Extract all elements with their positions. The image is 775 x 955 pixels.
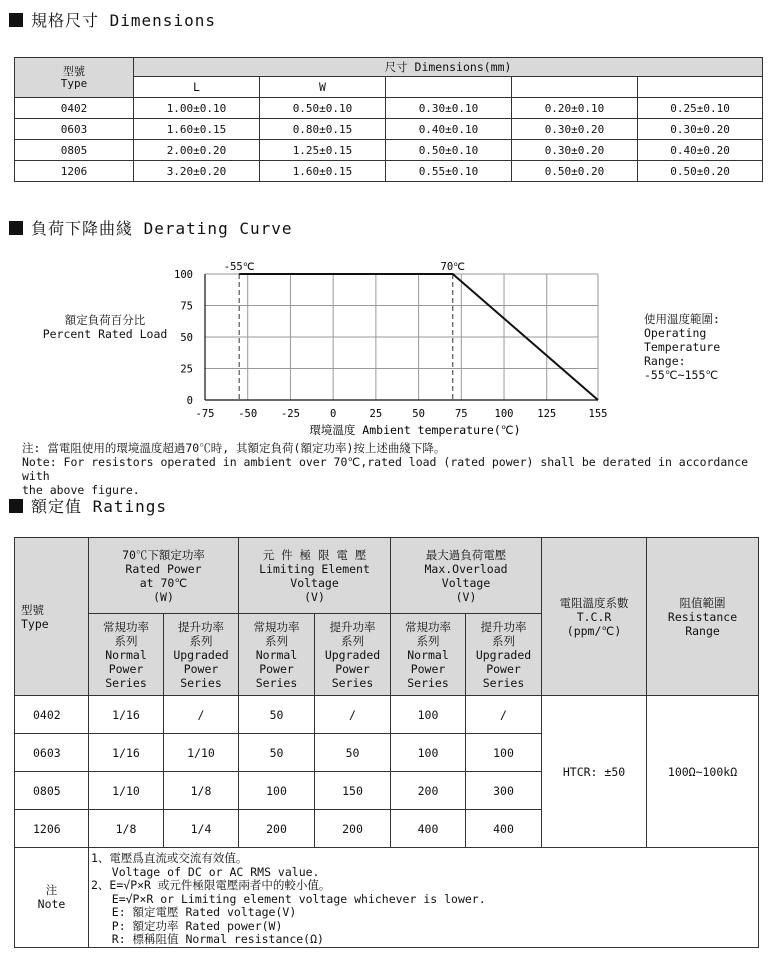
dimensions-table [14, 57, 763, 182]
table-cell: 0.55±0.10 [386, 161, 512, 182]
col-5-header [638, 77, 763, 98]
table-cell: 0.40±0.20 [638, 140, 763, 161]
table-cell: 2.00±0.20 [134, 140, 260, 161]
table-cell: 0.50±0.20 [512, 161, 638, 182]
operating-range-label: 使用溫度範圍: Operating Temperature Range: -55℃~155℃ [644, 312, 721, 382]
chart-x-label: 環境溫度 Ambient temperature(℃) [309, 423, 521, 437]
derating-curve-line [239, 274, 598, 400]
derating-note: 注: 當電阻使用的環境溫度超過70℃時, 其額定負荷(額定功率)按上述曲綫下降。 Note: For resistors operated in ambient over 70℃,rated load (rated power) shall be derated in accordance with the above figure. [22, 441, 749, 497]
resistance-range-value: 100Ω~100kΩ [647, 696, 759, 848]
x-tick-label: -25 [280, 408, 300, 420]
upgraded-series-header: 提升功率 系列 Upgraded Power Series [466, 614, 542, 696]
table-cell: 100 [466, 734, 542, 772]
normal-series-header: 常規功率 系列 Normal Power Series [391, 614, 466, 696]
x-tick-label: 25 [369, 408, 383, 420]
note-line: Voltage of DC or AC RMS value. [91, 864, 320, 879]
table-cell: 100 [239, 772, 315, 810]
table-cell: 0.30±0.20 [512, 140, 638, 161]
table-cell: / [466, 696, 542, 734]
upgraded-series-header: 提升功率 系列 Upgraded Power Series [164, 614, 239, 696]
derating-heading: 負荷下降曲綫 Derating Curve [9, 216, 293, 239]
col-w-header: W [260, 77, 386, 98]
tcr-value: HTCR: ±50 [542, 696, 647, 848]
table-cell: 1/8 [164, 772, 239, 810]
col-4-header [512, 77, 638, 98]
col-l-header: L [134, 77, 260, 98]
table-cell: 200 [239, 810, 315, 848]
y-tick-label: 0 [186, 395, 193, 407]
table-cell: 400 [391, 810, 466, 848]
table-cell: 1/10 [164, 734, 239, 772]
note-label: 注 Note [15, 848, 89, 948]
table-cell: 50 [239, 696, 315, 734]
table-cell: 1.60±0.15 [260, 161, 386, 182]
annotation-label: -55℃ [223, 261, 255, 273]
x-tick-label: 155 [588, 408, 608, 420]
table-row [15, 696, 759, 734]
table-cell: 1/10 [89, 772, 164, 810]
ratings-heading: 額定值 Ratings [9, 494, 167, 517]
note-line: E: 額定電壓 Rated voltage(V) [91, 905, 297, 919]
x-tick-label: -50 [238, 408, 258, 420]
rated-power-header: 70℃下額定功率 Rated Power at 70℃ (W) [89, 538, 239, 614]
table-cell: 0.30±0.10 [386, 98, 512, 119]
square-bullet-icon [9, 13, 23, 27]
normal-series-header: 常規功率 系列 Normal Power Series [239, 614, 315, 696]
table-cell: 200 [315, 810, 391, 848]
chart-y-label: 額定負荷百分比 Percent Rated Load [42, 313, 168, 341]
table-cell: 1/8 [89, 810, 164, 848]
dimensions-group-header: 尺寸 Dimensions(mm) [134, 58, 763, 77]
table-cell: 1/4 [164, 810, 239, 848]
note-line: E=√P×R or Limiting element voltage whichever is lower. [91, 891, 486, 906]
x-tick-label: 75 [454, 408, 468, 420]
table-cell: 1.25±0.15 [260, 140, 386, 161]
table-cell: 0.30±0.20 [512, 119, 638, 140]
type-cell: 1206 [15, 161, 134, 182]
table-cell: 3.20±0.20 [134, 161, 260, 182]
table-cell: 50 [239, 734, 315, 772]
type-header: 型號 Type [15, 58, 134, 98]
table-row [15, 98, 763, 119]
type-cell: 1206 [15, 810, 89, 848]
note-line: 2、E=√P×R 或元件極限電壓兩者中的較小值。 [91, 878, 331, 892]
type-cell: 0603 [15, 734, 89, 772]
table-cell: 0.50±0.10 [260, 98, 386, 119]
table-cell: 200 [391, 772, 466, 810]
note-line: R: 標稱阻值 Normal resistance(Ω) [91, 932, 324, 946]
square-bullet-icon [9, 221, 23, 235]
table-cell: 0.20±0.10 [512, 98, 638, 119]
dimensions-heading: 規格尺寸 Dimensions [9, 8, 216, 31]
type-cell: 0402 [15, 696, 89, 734]
table-cell: 400 [466, 810, 542, 848]
table-row [15, 140, 763, 161]
table-row [15, 119, 763, 140]
y-tick-label: 75 [180, 300, 193, 313]
table-row [15, 161, 763, 182]
notes-row [15, 848, 759, 948]
overload-voltage-header: 最大過負荷電壓 Max.Overload Voltage (V) [391, 538, 542, 614]
resistance-range-header: 阻值範圍 Resistance Range [647, 538, 759, 696]
annotation-label: 70℃ [440, 261, 465, 273]
square-bullet-icon [9, 499, 23, 513]
type-cell: 0805 [15, 140, 134, 161]
table-cell: 100 [391, 734, 466, 772]
table-cell: 1/16 [89, 696, 164, 734]
type-cell: 0805 [15, 772, 89, 810]
limiting-voltage-header: 元 件 極 限 電 壓 Limiting Element Voltage (V) [239, 538, 391, 614]
table-cell: 50 [315, 734, 391, 772]
table-cell: 0.25±0.10 [638, 98, 763, 119]
y-tick-label: 100 [174, 269, 193, 281]
type-header: 型號 Type [15, 538, 89, 696]
table-cell: 0.30±0.20 [638, 119, 763, 140]
table-cell: / [164, 696, 239, 734]
note-line: P: 額定功率 Rated power(W) [91, 918, 283, 933]
table-cell: 1/16 [89, 734, 164, 772]
y-tick-label: 25 [180, 363, 193, 376]
normal-series-header: 常規功率 系列 Normal Power Series [89, 614, 164, 696]
note-line: 1、電壓爲直流或交流有效值。 [91, 851, 248, 865]
table-cell: 150 [315, 772, 391, 810]
table-cell: 300 [466, 772, 542, 810]
y-tick-label: 50 [180, 332, 193, 344]
tcr-header: 電阻溫度系數 T.C.R (ppm/℃) [542, 538, 647, 696]
x-tick-label: -75 [195, 408, 215, 420]
table-cell: 1.60±0.15 [134, 119, 260, 140]
table-cell: 100 [391, 696, 466, 734]
x-tick-label: 100 [494, 408, 514, 420]
x-tick-label: 0 [329, 408, 337, 420]
table-cell: 1.00±0.10 [134, 98, 260, 119]
table-cell: 0.80±0.15 [260, 119, 386, 140]
x-tick-label: 50 [412, 408, 425, 420]
col-3-header [386, 77, 512, 98]
table-cell: 0.50±0.20 [638, 161, 763, 182]
table-cell: 0.40±0.10 [386, 119, 512, 140]
notes-cell [89, 848, 759, 948]
type-cell: 0402 [15, 98, 134, 119]
ratings-table [14, 537, 759, 948]
table-cell: / [315, 696, 391, 734]
x-tick-label: 125 [537, 408, 557, 420]
table-cell: 0.50±0.10 [386, 140, 512, 161]
type-cell: 0603 [15, 119, 134, 140]
upgraded-series-header: 提升功率 系列 Upgraded Power Series [315, 614, 391, 696]
